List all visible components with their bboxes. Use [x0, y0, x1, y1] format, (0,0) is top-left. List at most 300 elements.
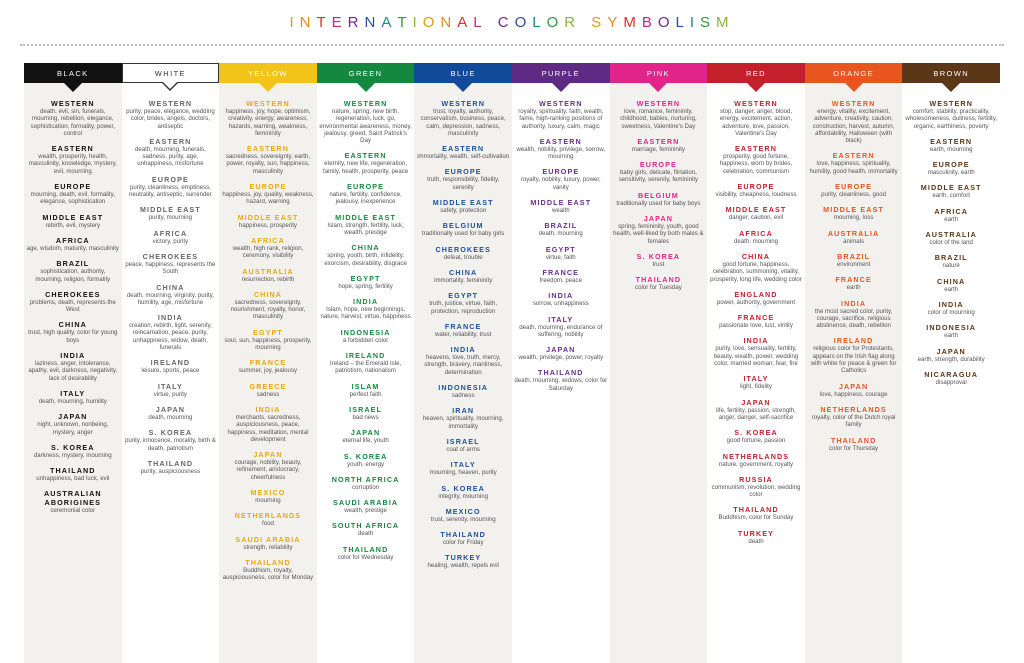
region-name: AUSTRALIA: [242, 266, 294, 276]
region-meaning: purity, peace, elegance, wedding color, brides, angels, doctors, antiseptic: [126, 108, 215, 130]
list-item: [319, 521, 413, 537]
list-item: [709, 428, 803, 444]
list-item: [26, 489, 120, 514]
region-meaning: prosperity, good fortune, happiness, worn by brides, celebration, communism: [719, 153, 793, 175]
region-meaning: sacredness, sovereignty, earth, power, royalty, sun, happiness, masculinity: [225, 153, 311, 175]
region-name: NETHERLANDS: [820, 404, 887, 414]
region-name: ISRAEL: [349, 404, 383, 414]
region-name: EGYPT: [253, 327, 283, 337]
list-item: [612, 160, 706, 184]
title-letter: A: [381, 14, 398, 31]
region-name: MIDDLE EAST: [42, 212, 104, 222]
list-item: [124, 428, 218, 452]
list-item: [612, 137, 706, 153]
region-meaning: age, wisdom, maturity, masculinity: [26, 244, 119, 252]
list-item: [807, 252, 901, 268]
region-meaning: sacredness, sovereignty, nourishment, royalty, honor, masculinity: [230, 298, 306, 321]
region-name: EASTERN: [442, 144, 485, 154]
list-item: [807, 336, 901, 374]
region-meaning: freedom, peace: [539, 276, 582, 284]
region-name: ITALY: [548, 314, 574, 324]
header-pointer: [259, 83, 277, 92]
list-item: [514, 268, 608, 284]
region-name: S. KOREA: [148, 428, 193, 438]
list-item: [514, 137, 608, 161]
region-name: AFRICA: [251, 235, 285, 245]
region-name: WESTERN: [441, 99, 485, 108]
color-column-green: [317, 63, 415, 663]
list-item: [221, 328, 315, 352]
list-item: [319, 405, 413, 421]
entries-list: [612, 99, 706, 299]
region-name: WESTERN: [831, 99, 876, 108]
region-name: CHINA: [741, 251, 771, 261]
list-item: [709, 290, 803, 306]
list-item: [709, 374, 803, 390]
region-name: NETHERLANDS: [234, 511, 302, 521]
header-pointer: [649, 83, 667, 92]
region-meaning: summer, joy, jealousy: [238, 367, 298, 375]
color-column-pink: [610, 63, 708, 663]
region-meaning: victory, purity: [152, 237, 189, 245]
region-name: AUSTRALIA: [925, 230, 977, 240]
region-meaning: color for Friday: [442, 539, 484, 547]
region-meaning: sadness: [256, 390, 280, 398]
region-meaning: leisure, sports, peace: [141, 367, 200, 375]
region-meaning: death, mourning: [733, 237, 778, 245]
region-name: CHINA: [58, 320, 87, 330]
region-meaning: earth, mourning: [929, 145, 973, 153]
region-meaning: death: [748, 537, 764, 545]
entries-list: [319, 99, 413, 568]
header-pointer: [64, 83, 82, 92]
region-name: INDIA: [353, 297, 379, 307]
region-meaning: wealth, high rank, religion, ceremony, visibility: [232, 244, 304, 260]
region-name: EASTERN: [51, 144, 94, 154]
entries-list: [709, 99, 803, 552]
region-name: EUROPE: [444, 167, 482, 177]
title-letter: I: [412, 14, 423, 31]
region-name: MIDDLE EAST: [920, 183, 982, 193]
region-name: MIDDLE EAST: [530, 198, 592, 208]
title-letter: T: [316, 14, 332, 31]
list-item: [416, 144, 510, 160]
region-name: INDIA: [450, 345, 476, 355]
region-name: S. KOREA: [734, 428, 778, 438]
region-meaning: death, mourning, humility: [38, 397, 107, 405]
region-name: THAILAND: [342, 544, 389, 554]
region-meaning: merchants, sacredness, auspiciousness, peace, happiness, meditation, mental development: [227, 413, 309, 443]
region-name: FRANCE: [444, 321, 482, 331]
list-item: [709, 529, 803, 545]
region-meaning: power, authority, government: [716, 298, 796, 306]
region-meaning: death, mourning, widows, color for Saturday: [514, 377, 608, 392]
list-item: [904, 183, 998, 199]
page-title: [0, 14, 1024, 31]
region-name: JAPAN: [838, 381, 869, 391]
list-item: [221, 267, 315, 283]
region-name: IRAN: [452, 406, 475, 416]
list-item: [416, 460, 510, 476]
title-letter: M: [623, 14, 642, 31]
color-name: BLUE: [450, 68, 476, 78]
region-name: INDONESIA: [926, 323, 977, 333]
color-column-orange: [805, 63, 903, 663]
region-name: BELGIUM: [637, 190, 679, 200]
region-meaning: disapproval: [935, 378, 967, 386]
region-name: SAUDI ARABIA: [235, 534, 301, 544]
region-name: EASTERN: [734, 144, 777, 154]
title-letter: C: [497, 14, 515, 31]
region-meaning: earth: [944, 332, 959, 340]
header-pointer: [552, 83, 570, 92]
region-meaning: wealth, prestige: [344, 507, 387, 515]
list-item: [904, 253, 998, 269]
region-meaning: peace, happiness, represents the South: [125, 260, 216, 276]
region-name: S. KOREA: [441, 483, 485, 493]
list-item: [416, 221, 510, 237]
region-meaning: purity, auspiciousness: [140, 467, 201, 475]
list-item: [416, 167, 510, 191]
list-item: [904, 370, 998, 386]
list-item: [904, 300, 998, 316]
region-meaning: resurrection, rebirth: [241, 275, 295, 283]
region-name: WESTERN: [343, 99, 388, 108]
region-name: IRELAND: [150, 358, 191, 368]
region-meaning: death: [357, 530, 374, 538]
list-item: [124, 205, 218, 221]
list-item: [26, 213, 120, 229]
list-item: [319, 475, 413, 491]
color-header-green: [317, 63, 415, 83]
region-meaning: trust: [652, 260, 665, 268]
list-item: [319, 498, 413, 514]
color-name: BLACK: [56, 68, 89, 78]
header-pointer: [454, 83, 472, 92]
region-meaning: earth: [944, 215, 959, 223]
region-name: MIDDLE EAST: [432, 198, 494, 208]
region-name: INDIA: [255, 404, 281, 414]
region-name: INDIA: [548, 291, 574, 301]
region-name: WESTERN: [929, 99, 973, 108]
list-item: [124, 175, 218, 199]
header-pointer: [357, 83, 375, 92]
list-item: [416, 198, 510, 214]
list-item: [221, 511, 315, 527]
color-header-white: [122, 63, 220, 83]
region-name: EUROPE: [737, 182, 775, 192]
dotted-divider: [20, 44, 1004, 46]
list-item: [416, 530, 510, 546]
region-meaning: purity, cleanliness, good: [821, 191, 887, 199]
region-name: FRANCE: [737, 313, 775, 323]
region-name: EUROPE: [347, 182, 385, 192]
region-meaning: mourning: [255, 497, 281, 505]
region-meaning: good fortune, happiness, celebration, summoning, vitality, prosperity, long life, wedding color: [710, 260, 802, 283]
region-meaning: purity, cleanliness, emptiness, neutrality, antiseptic, surrender: [128, 183, 212, 199]
region-meaning: healing, wealth, repels evil: [427, 562, 499, 570]
color-column-purple: [512, 63, 610, 663]
region-meaning: nature, government, royalty: [718, 460, 794, 468]
region-meaning: color for Thursday: [829, 444, 879, 452]
region-name: ITALY: [450, 460, 476, 470]
region-meaning: good fortune, passion: [726, 437, 786, 445]
list-item: [319, 545, 413, 561]
region-name: INDIA: [938, 299, 964, 309]
title-letter: L: [675, 14, 690, 31]
region-name: BRAZIL: [837, 251, 871, 261]
list-item: [124, 137, 218, 168]
region-meaning: color of the land: [929, 239, 973, 247]
list-item: [709, 505, 803, 521]
region-name: EASTERN: [930, 136, 973, 146]
region-meaning: Ireland – the Emerald Isle, patriotism, nationalism: [330, 360, 402, 375]
list-item: [807, 151, 901, 175]
region-meaning: death, mourning: [148, 413, 193, 421]
list-item: [319, 213, 413, 237]
region-name: MIDDLE EAST: [335, 212, 396, 222]
region-meaning: royalty, color of the Dutch royal family: [811, 413, 896, 429]
region-meaning: rebirth, evil, mystery: [45, 221, 101, 229]
region-meaning: mourning, heaven, purity: [429, 469, 497, 477]
region-name: FRANCE: [542, 267, 580, 277]
region-meaning: earth: [944, 285, 959, 293]
region-name: EASTERN: [539, 136, 582, 146]
title-letter: O: [546, 14, 565, 31]
region-meaning: purity, mourning: [148, 214, 193, 222]
color-header-pink: [610, 63, 708, 83]
list-item: [26, 182, 120, 206]
region-name: THAILAND: [830, 435, 877, 445]
list-item: [319, 274, 413, 290]
region-name: CHINA: [351, 243, 380, 253]
region-name: ISLAM: [351, 381, 380, 391]
title-letter: N: [364, 14, 382, 31]
list-item: [221, 213, 315, 229]
list-item: [709, 144, 803, 175]
list-item: [26, 320, 120, 344]
region-name: BRAZIL: [56, 259, 90, 269]
region-meaning: night, unknown, nonbeing, mystery, anger: [37, 421, 109, 436]
entries-list: [221, 99, 315, 589]
region-meaning: Buddhism, royalty, auspiciousness, color for Monday: [222, 566, 314, 582]
region-name: JAPAN: [155, 404, 186, 414]
region-name: ENGLAND: [734, 289, 778, 299]
region-name: EUROPE: [835, 182, 873, 192]
region-meaning: baby girls, delicate, flirtation, sensitivity, serenity, femininity: [618, 169, 699, 184]
region-meaning: nature, fertility, confidence, jealousy, inexperience: [329, 191, 402, 206]
region-name: JAPAN: [253, 450, 283, 460]
region-meaning: trust, serenity, mourning: [430, 515, 496, 523]
list-item: [319, 243, 413, 267]
list-item: [416, 99, 510, 137]
list-item: [26, 290, 120, 314]
region-name: AUSTRALIAN ABORIGINES: [43, 489, 102, 508]
list-item: [807, 405, 901, 429]
region-name: RUSSIA: [739, 474, 773, 484]
region-meaning: mourning, loss: [833, 214, 874, 222]
region-meaning: virtue, faith: [545, 253, 576, 261]
title-letter: A: [457, 14, 474, 31]
list-item: [514, 315, 608, 339]
region-name: CHINA: [937, 276, 966, 286]
list-item: [514, 99, 608, 130]
region-name: TURKEY: [737, 528, 775, 538]
region-meaning: a forbidden color: [342, 336, 389, 344]
entries-list: [124, 99, 218, 482]
list-item: [709, 99, 803, 137]
title-letter: T: [397, 14, 413, 31]
list-item: [319, 151, 413, 175]
list-item: [221, 558, 315, 582]
region-name: AFRICA: [153, 228, 188, 238]
entries-list: [26, 99, 120, 522]
list-item: [416, 245, 510, 261]
region-name: INDONESIA: [340, 327, 391, 337]
list-item: [221, 144, 315, 175]
list-item: [124, 283, 218, 307]
region-meaning: happiness, joy, hope, optimism, creativity, energy, awareness, hazards, warning, weakness, femininity: [225, 108, 311, 137]
color-name: GREEN: [348, 68, 383, 78]
list-item: [26, 389, 120, 405]
region-meaning: death, mourning, virginity, purity, humility, age, misfortune: [126, 291, 214, 306]
region-name: MEXICO: [250, 488, 286, 498]
region-meaning: immortality, wealth, self-cultivation: [417, 153, 510, 161]
title-letter: I: [289, 14, 300, 31]
region-name: EGYPT: [545, 244, 576, 254]
title-letter: S: [700, 14, 717, 31]
title-letter: [581, 14, 591, 31]
color-columns: [24, 63, 1000, 663]
list-item: [416, 484, 510, 500]
list-item: [319, 351, 413, 375]
list-item: [807, 299, 901, 330]
region-meaning: youth, energy: [347, 460, 385, 468]
list-item: [807, 436, 901, 452]
entries-list: [807, 99, 901, 459]
region-name: CHINA: [449, 267, 478, 277]
color-name: ORANGE: [833, 68, 875, 78]
region-meaning: happiness, prosperity: [239, 221, 297, 229]
color-name: RED: [745, 68, 766, 78]
color-header-blue: [414, 63, 512, 83]
title-letter: R: [347, 14, 365, 31]
region-name: CHEROKEES: [435, 244, 491, 254]
header-pointer: [161, 82, 179, 91]
list-item: [904, 99, 998, 130]
region-name: EASTERN: [637, 136, 680, 146]
region-name: MIDDLE EAST: [139, 205, 201, 215]
list-item: [124, 229, 218, 245]
list-item: [514, 368, 608, 392]
list-item: [416, 406, 510, 430]
region-meaning: virtue, purity: [153, 390, 187, 398]
list-item: [26, 236, 120, 252]
list-item: [416, 268, 510, 284]
region-meaning: visibility, cheapness, loudness: [715, 191, 797, 199]
region-name: JAPAN: [741, 397, 771, 407]
list-item: [612, 99, 706, 130]
list-item: [416, 553, 510, 569]
region-meaning: ceremonial color: [50, 507, 96, 515]
list-item: [612, 275, 706, 291]
list-item: [319, 99, 413, 144]
region-meaning: darkness, mystery, mourning: [33, 451, 112, 459]
region-name: EUROPE: [151, 174, 189, 184]
region-meaning: corruption: [352, 483, 380, 491]
region-name: JAPAN: [546, 345, 576, 355]
region-name: MEXICO: [445, 506, 481, 516]
region-meaning: masculinity, earth: [927, 169, 975, 177]
title-letter: Y: [607, 14, 624, 31]
color-column-red: [707, 63, 805, 663]
color-header-yellow: [219, 63, 317, 83]
list-item: [416, 507, 510, 523]
region-name: CHINA: [253, 289, 283, 299]
region-name: NORTH AFRICA: [331, 474, 400, 484]
region-meaning: danger, caution, evil: [728, 214, 784, 222]
title-letter: L: [473, 14, 488, 31]
region-meaning: death, evil, sin, funerals, mourning, rebellion, elegance, sophistication, formality, power, control: [30, 108, 115, 137]
region-meaning: stop, danger, anger, blood, energy, excitement, action, adventure, love, passion, Valentine's Day: [719, 108, 793, 137]
list-item: [221, 382, 315, 398]
region-name: EASTERN: [832, 151, 875, 161]
region-name: BRAZIL: [544, 221, 578, 231]
header-pointer: [845, 83, 863, 92]
region-meaning: mourning, death, evil, formality, elegance, sophistication: [30, 191, 115, 206]
list-item: [807, 182, 901, 198]
region-meaning: immortality, femininity: [434, 276, 493, 284]
region-name: EUROPE: [932, 160, 970, 170]
region-meaning: strength, reliability: [243, 543, 293, 551]
entries-list: [416, 99, 510, 577]
list-item: [807, 229, 901, 245]
region-meaning: wealth: [551, 207, 570, 215]
region-name: EUROPE: [54, 182, 92, 192]
title-letter: B: [641, 14, 658, 31]
list-item: [514, 167, 608, 191]
color-name: BROWN: [933, 68, 970, 78]
region-meaning: Islam, hope, new beginnings, nature, harvest, virtue, happiness: [320, 306, 411, 321]
region-meaning: creation, rebirth, light, serenity, reincarnation, peace, purity, unhappiness, widow, death, funerals: [128, 322, 212, 352]
region-name: THAILAND: [245, 557, 291, 567]
region-meaning: color for Tuesday: [635, 284, 682, 292]
list-item: [221, 99, 315, 137]
title-letter: [488, 14, 498, 31]
region-meaning: sorrow, unhappiness: [532, 300, 589, 308]
title-letter: O: [422, 14, 441, 31]
region-name: MIDDLE EAST: [823, 205, 884, 215]
region-name: ITALY: [60, 388, 86, 398]
list-item: [709, 398, 803, 422]
list-item: [221, 358, 315, 374]
region-name: INDIA: [743, 336, 769, 346]
region-name: EUROPE: [639, 160, 677, 170]
region-meaning: purity, innocence, morality, birth & death, patriotism: [124, 437, 216, 452]
list-item: [807, 275, 901, 291]
region-meaning: earth, strength, durability: [917, 355, 985, 363]
region-meaning: traditionally used for baby boys: [616, 199, 701, 207]
region-meaning: environment: [836, 260, 871, 268]
list-item: [416, 291, 510, 315]
region-name: JAPAN: [936, 346, 966, 356]
region-meaning: sophistication, authority, mourning, religion, formality: [35, 268, 111, 283]
list-item: [709, 182, 803, 198]
color-column-blue: [414, 63, 512, 663]
list-item: [807, 205, 901, 221]
list-item: [319, 428, 413, 444]
region-name: S. KOREA: [636, 251, 681, 261]
